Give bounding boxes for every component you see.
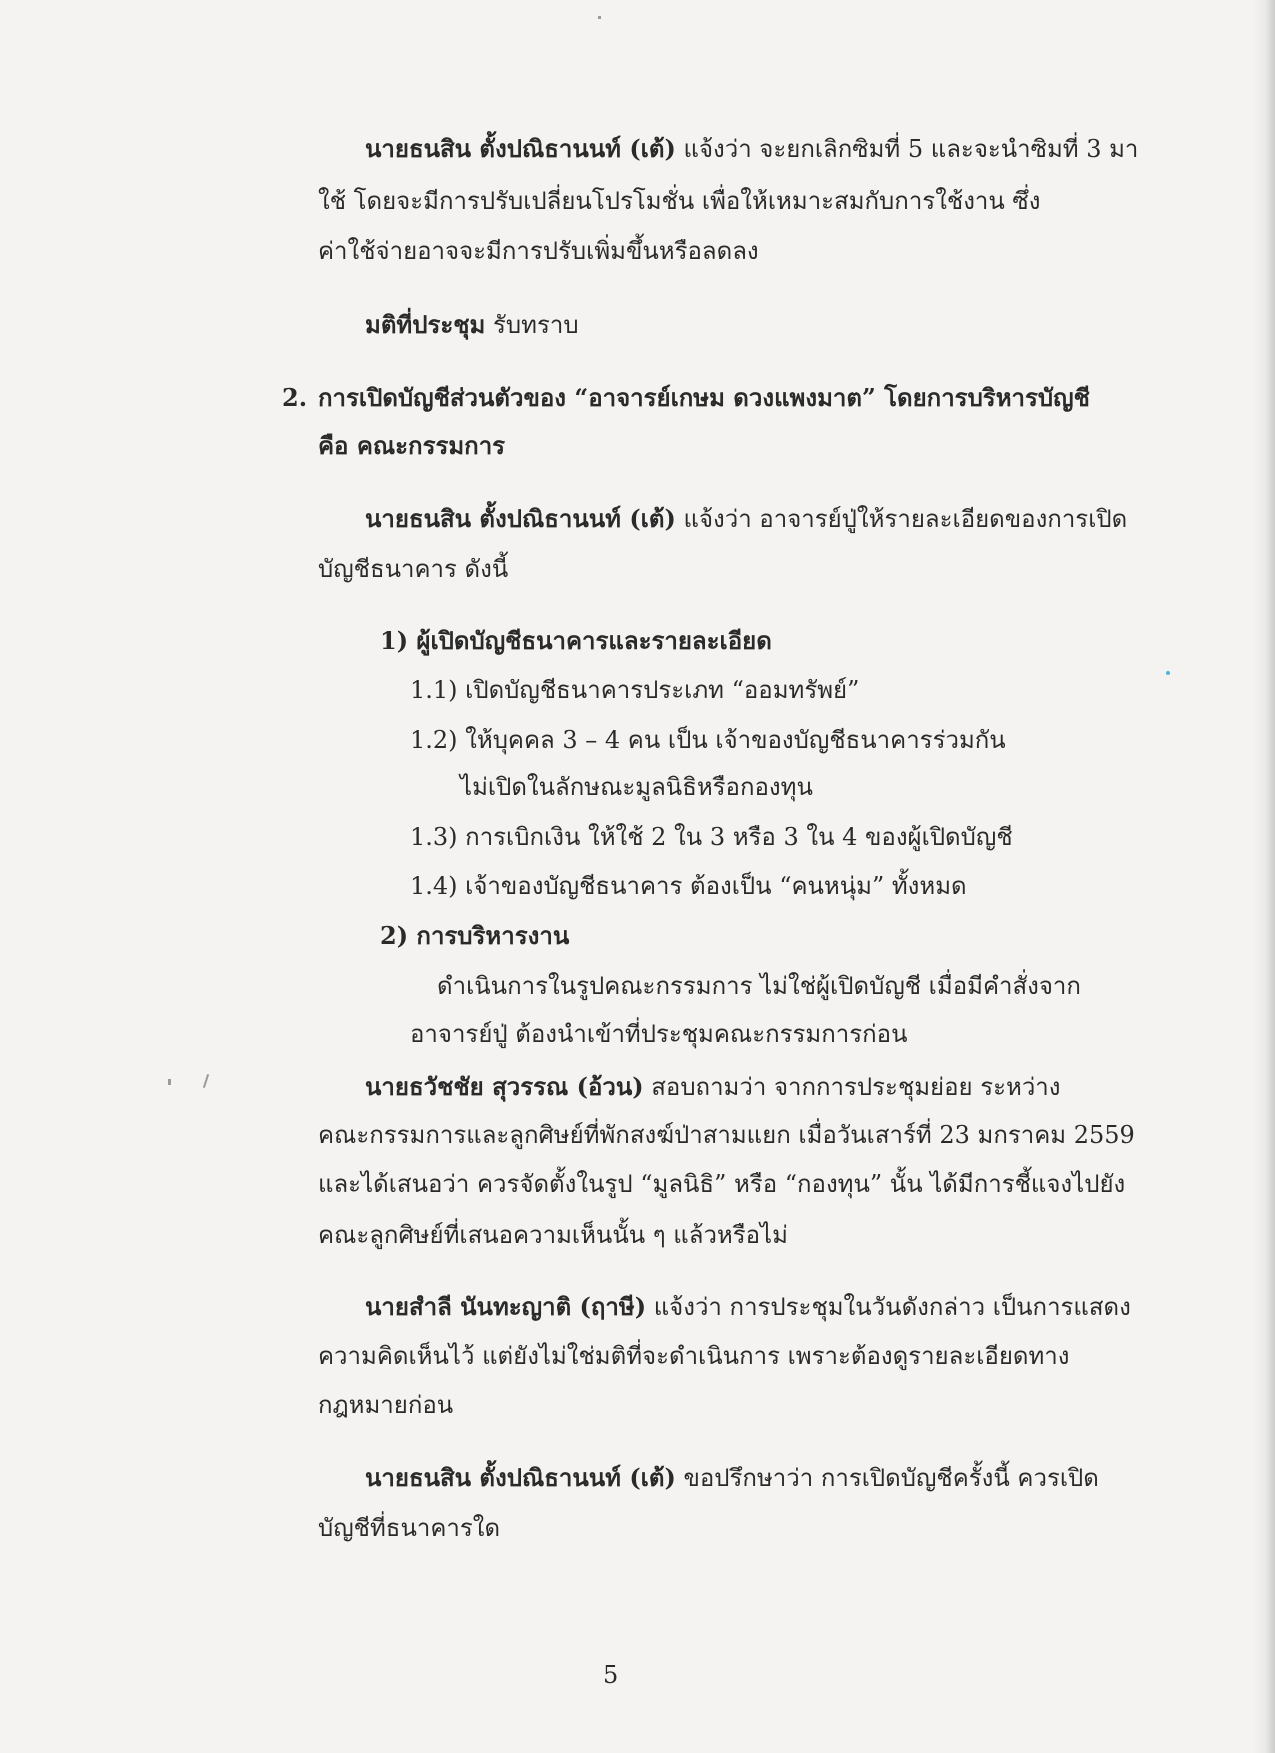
- p1-line1-text: แจ้งว่า จะยกเลิกซิมที่ 5 และจะนำซิมที่ 3 มา: [683, 135, 1139, 163]
- scan-edge-shadow: [1253, 0, 1275, 1753]
- p3-line2: คณะกรรมการและลูกศิษย์ที่พักสงฆ์ป่าสามแยก เมื่อวันเสาร์ที่ 23 มกราคม 2559: [318, 1121, 1135, 1149]
- p1-line1: [365, 134, 1138, 164]
- speaker-name: นายธวัชชัย สุวรรณ (อ้วน): [365, 1072, 644, 1101]
- item2-number: 2.: [282, 383, 308, 412]
- list-item-1-1: 1.1) เปิดบัญชีธนาคารประเภท “ออมทรัพย์”: [410, 676, 860, 704]
- p3-line1-text: สอบถามว่า จากการประชุมย่อย ระหว่าง: [651, 1073, 1061, 1101]
- p2-line1-text: แจ้งว่า อาจารย์ปู่ให้รายละเอียดของการเปิด: [683, 505, 1128, 533]
- resolution-label: มติที่ประชุม: [365, 310, 486, 339]
- p5-line1: [365, 1463, 1099, 1493]
- mgmt-line1: ดำเนินการในรูปคณะกรรมการ ไม่ใช่ผู้เปิดบัญชี เมื่อมีคำสั่งจาก: [437, 972, 1081, 1000]
- resolution-text: รับทราบ: [493, 311, 579, 339]
- p1-line2: ใช้ โดยจะมีการปรับเปลี่ยนโปรโมชั่น เพื่อให้เหมาะสมกับการใช้งาน ซึ่ง: [318, 187, 1041, 215]
- p4-line1-text: แจ้งว่า การประชุมในวันดังกล่าว เป็นการแสดง: [653, 1293, 1131, 1321]
- item2-heading-line1: การเปิดบัญชีส่วนตัวของ “อาจารย์เกษม ดวงแพงมาต” โดยการบริหารบัญชี: [318, 383, 1090, 412]
- mgmt-line2: อาจารย์ปู่ ต้องนำเข้าที่ประชุมคณะกรรมการก่อน: [410, 1020, 908, 1048]
- p5-line1-text: ขอปรึกษาว่า การเปิดบัญชีครั้งนี้ ควรเปิด: [683, 1464, 1099, 1492]
- list-heading-1: 1) ผู้เปิดบัญชีธนาคารและรายละเอียด: [380, 626, 772, 655]
- scan-mark: [168, 1079, 171, 1085]
- speaker-name: นายสำลี นันทะญาติ (ฤาษี): [365, 1292, 647, 1321]
- speaker-name: นายธนสิน ตั้งปณิธานนท์ (เต้): [365, 1463, 676, 1492]
- resolution-line: [365, 310, 579, 340]
- p2-line2: บัญชีธนาคาร ดังนี้: [318, 555, 509, 583]
- item2-heading-line2: คือ คณะกรรมการ: [318, 431, 506, 460]
- p4-line3: กฎหมายก่อน: [318, 1391, 454, 1419]
- list-item-1-2: 1.2) ให้บุคคล 3 – 4 คน เป็น เจ้าของบัญชีธนาคารร่วมกัน: [410, 726, 1006, 754]
- list-heading-2: 2) การบริหารงาน: [380, 921, 570, 950]
- list-item-1-3: 1.3) การเบิกเงิน ให้ใช้ 2 ใน 3 หรือ 3 ใน 4 ของผู้เปิดบัญชี: [410, 823, 1013, 851]
- scan-mark: [203, 1074, 209, 1088]
- p1-line3: ค่าใช้จ่ายอาจจะมีการปรับเพิ่มขึ้นหรือลดลง: [318, 237, 759, 265]
- p4-line1: [365, 1292, 1131, 1322]
- p3-line4: คณะลูกศิษย์ที่เสนอความเห็นนั้น ๆ แล้วหรือไม่: [318, 1221, 788, 1249]
- p2-line1: [365, 504, 1127, 534]
- speaker-name: นายธนสิน ตั้งปณิธานนท์ (เต้): [365, 504, 676, 533]
- list-item-1-2-cont: ไม่เปิดในลักษณะมูลนิธิหรือกองทุน: [460, 773, 813, 801]
- speaker-name: นายธนสิน ตั้งปณิธานนท์ (เต้): [365, 134, 676, 163]
- p3-line3: และได้เสนอว่า ควรจัดตั้งในรูป “มูลนิธิ” หรือ “กองทุน” นั้น ได้มีการชี้แจงไปยัง: [318, 1170, 1126, 1198]
- scan-mark: [598, 16, 601, 19]
- p5-line2: บัญชีที่ธนาคารใด: [318, 1514, 501, 1542]
- page-number: 5: [603, 1661, 619, 1689]
- scan-speck: [1166, 671, 1170, 675]
- p3-line1: [365, 1072, 1061, 1102]
- list-item-1-4: 1.4) เจ้าของบัญชีธนาคาร ต้องเป็น “คนหนุ่ม” ทั้งหมด: [410, 872, 967, 900]
- p4-line2: ความคิดเห็นไว้ แต่ยังไม่ใช่มติที่จะดำเนินการ เพราะต้องดูรายละเอียดทาง: [318, 1342, 1070, 1370]
